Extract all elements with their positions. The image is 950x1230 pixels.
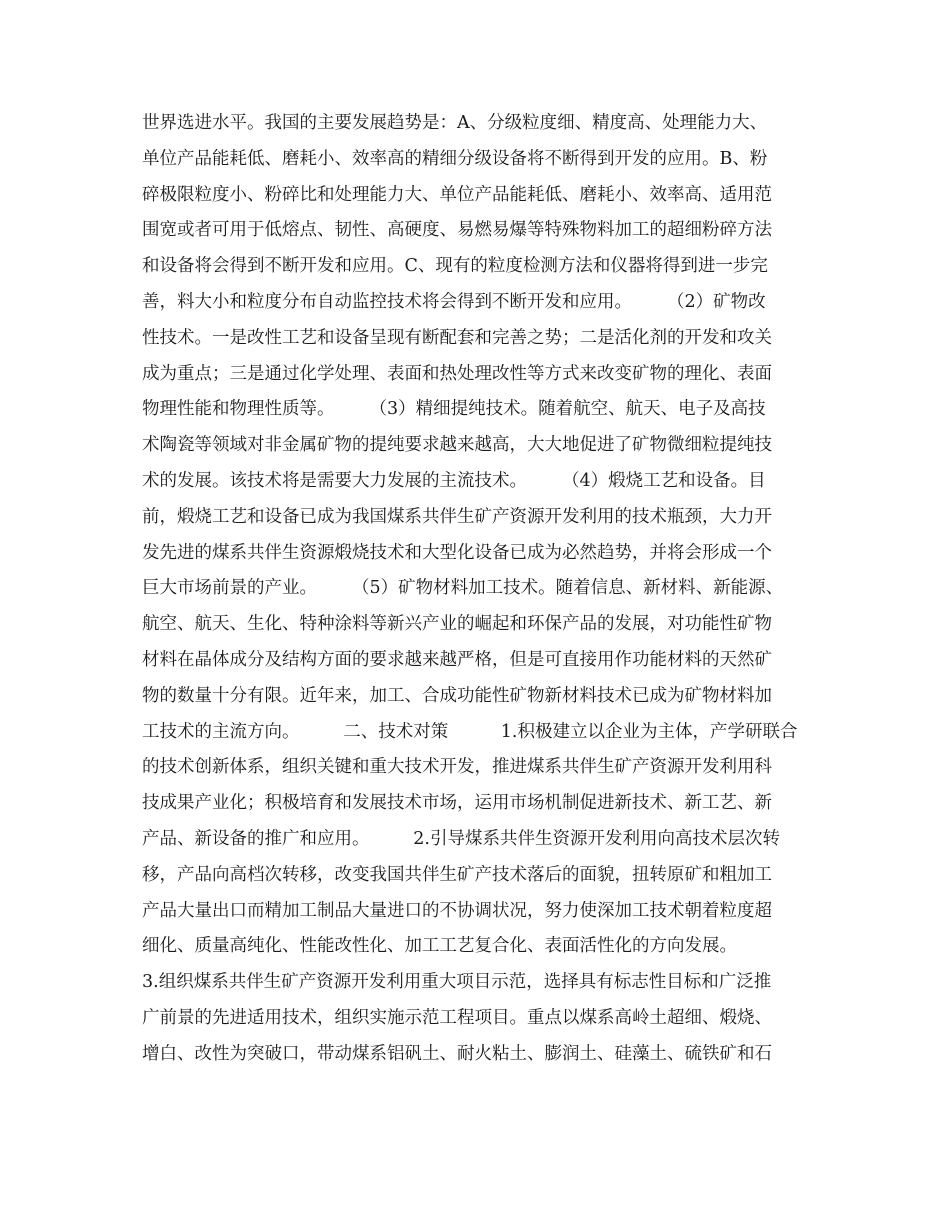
body-text: [142, 106, 822, 1073]
text-line: 移，产品向高档次转移，改变我国共伴生矿产技术落后的面貌，扭转原矿和粗加工: [142, 864, 772, 885]
text-line: 巨大市场前景的产业。 （5）矿物材料加工技术。随着信息、新材料、新能源、: [142, 578, 784, 599]
text-line: 善，料大小和粒度分布自动监控技术将会得到不断开发和应用。 （2）矿物改: [142, 291, 766, 312]
text-line: 围宽或者可用于低熔点、韧性、高硬度、易燃易爆等特殊物料加工的超细粉碎方法: [142, 220, 772, 241]
text-line: 和设备将会得到不断开发和应用。C、现有的粒度检测方法和仪器将得到进一步完: [142, 256, 768, 277]
text-line: 材料在晶体成分及结构方面的要求越来越严格，但是可直接用作功能材料的天然矿: [142, 649, 772, 670]
text-line: 增白、改性为突破口，带动煤系铝矾土、耐火粘土、膨润土、硅藻土、硫铁矿和石: [142, 1043, 772, 1064]
text-line: 成为重点；三是通过化学处理、表面和热处理改性等方式来改变矿物的理化、表面: [142, 363, 772, 384]
text-line: 世界选进水平。我国的主要发展趋势是：A、分级粒度细、精度高、处理能力大、: [142, 113, 768, 133]
text-line: 技成果产业化；积极培育和发展技术市场，运用市场机制促进新技术、新工艺、新: [142, 793, 772, 814]
text-line: 单位产品能耗低、磨耗小、效率高的精细分级设备将不断得到开发的应用。B、粉: [142, 148, 768, 169]
text-line: 3.组织煤系共伴生矿产资源开发利用重大项目示范，选择具有标志性目标和广泛推: [142, 972, 772, 993]
text-line: 物理性能和物理性质等。 （3）精细提纯技术。随着航空、航天、电子及高技: [142, 399, 766, 420]
text-line: 细化、质量高纯化、性能改性化、加工工艺复合化、表面活性化的方向发展。: [142, 936, 737, 957]
text-line: 产品大量出口而精加工制品大量进口的不协调状况，努力使深加工技术朝着粒度超: [142, 900, 772, 921]
text-line: 物的数量十分有限。近年来，加工、合成功能性矿物新材料技术已成为矿物材料加: [142, 685, 772, 706]
text-line: 的技术创新体系，组织关键和重大技术开发，推进煤系共伴生矿产资源开发利用科: [142, 757, 772, 778]
text-line: 前，煅烧工艺和设备已成为我国煤系共伴生矿产资源开发利用的技术瓶颈，大力开: [142, 506, 772, 527]
text-line: 航空、航天、生化、特种涂料等新兴产业的崛起和环保产品的发展，对功能性矿物: [142, 614, 772, 635]
text-line: 工技术的主流方向。 二、技术对策 1.积极建立以企业为主体，产学研联合: [142, 721, 798, 742]
text-line: 术的发展。该技术将是需要大力发展的主流技术。 （4）煅烧工艺和设备。目: [142, 470, 766, 491]
text-line: 产品、新设备的推广和应用。 2.引导煤系共伴生资源开发利用向高技术层次转: [142, 828, 780, 849]
text-line: 术陶瓷等领域对非金属矿物的提纯要求越来越高，大大地促进了矿物微细粒提纯技: [142, 435, 772, 456]
text-line: 发先进的煤系共伴生资源煅烧技术和大型化设备已成为必然趋势，并将会形成一个: [142, 542, 772, 563]
text-line: 碎极限粒度小、粉碎比和处理能力大、单位产品能耗低、磨耗小、效率高、适用范: [142, 184, 772, 205]
text-line: 性技术。一是改性工艺和设备呈现有断配套和完善之势；二是活化剂的开发和攻关: [142, 327, 772, 348]
text-line: 广前景的先进适用技术，组织实施示范工程项目。重点以煤系高岭土超细、煅烧、: [142, 1007, 772, 1028]
